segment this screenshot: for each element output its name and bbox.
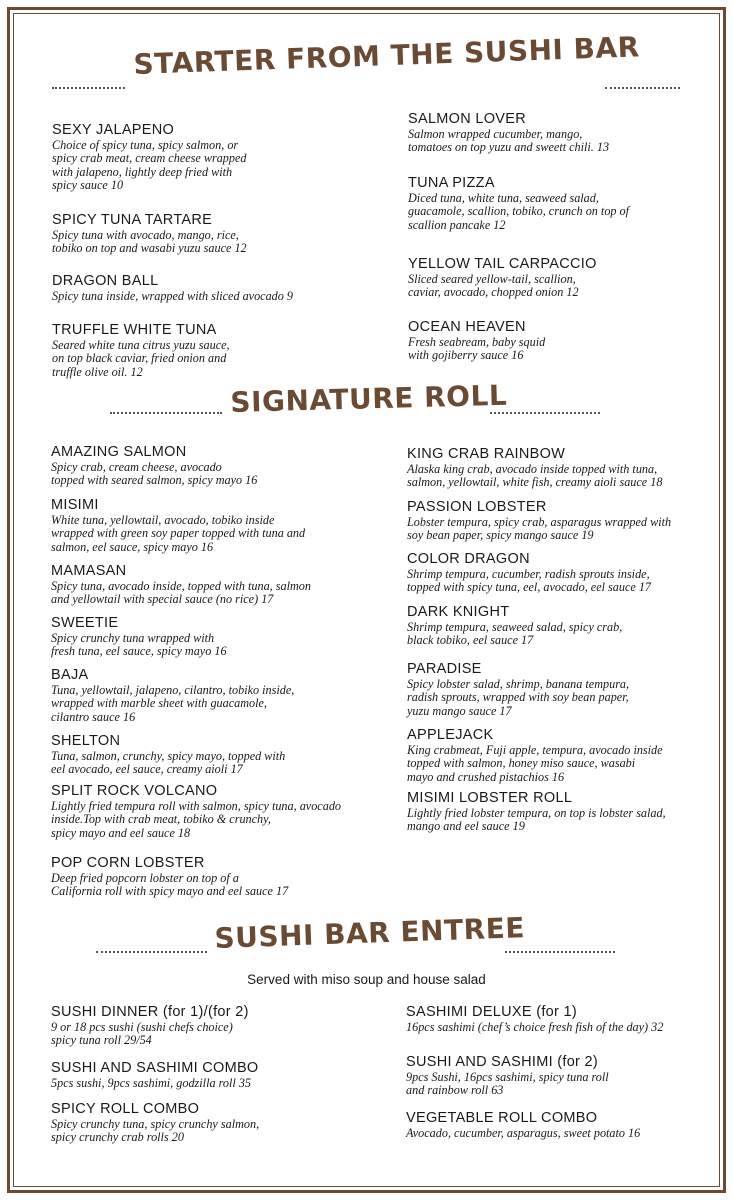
menu-item (407, 727, 712, 784)
item-name: SALMON LOVER (408, 111, 527, 127)
menu-item (52, 322, 382, 379)
item-name: MISIMI LOBSTER ROLL (407, 790, 573, 806)
item-name: VEGETABLE ROLL COMBO (406, 1110, 598, 1126)
menu-item (51, 1101, 391, 1145)
menu-item (407, 446, 712, 490)
item-description: King crabmeat, Fuji apple, tempura, avocado inside topped with salmon, honey miso sauce, wasabi mayo and crushed pistachios 16 (407, 743, 663, 784)
item-name: SHELTON (51, 733, 121, 749)
menu-item (51, 563, 391, 607)
menu-item (408, 319, 708, 363)
divider-dots (605, 87, 680, 89)
item-name: MISIMI (51, 497, 99, 513)
item-description: Spicy tuna, avocado inside, topped with tuna, salmon and yellowtail with special sauce (no rice) 17 (51, 579, 311, 607)
item-description: Tuna, yellowtail, jalapeno, cilantro, tobiko inside, wrapped with marble sheet with guacamole, cilantro sauce 16 (51, 683, 295, 724)
menu-item (406, 1054, 714, 1098)
item-description: Lightly fried tempura roll with salmon, spicy tuna, avocado inside.Top with crab meat, tobiko & crunchy, spicy mayo and eel sauce 18 (51, 799, 342, 840)
menu-item (407, 790, 712, 834)
item-name: SWEETIE (51, 615, 119, 631)
item-description: Diced tuna, white tuna, seaweed salad, guacamole, scallion, tobiko, crunch on top of scallion pancake 12 (408, 191, 630, 232)
divider-dots (110, 412, 222, 414)
item-name: SUSHI DINNER (for 1)/(for 2) (51, 1004, 249, 1020)
menu-item (406, 1110, 714, 1140)
menu-item (52, 273, 382, 303)
item-description: 9pcs Sushi, 16pcs sashimi, spicy tuna roll and rainbow roll 63 (406, 1070, 609, 1098)
menu-item (407, 499, 712, 543)
item-name: SPICY TUNA TARTARE (52, 212, 213, 228)
item-description: 16pcs sashimi (chef’s choice fresh fish of the day) 32 (406, 1020, 664, 1034)
item-name: OCEAN HEAVEN (408, 319, 526, 335)
menu-item (51, 733, 391, 777)
divider-dots (96, 951, 207, 953)
divider-dots (490, 412, 600, 414)
item-name: COLOR DRAGON (407, 551, 530, 567)
menu-item (408, 111, 708, 155)
item-name: SEXY JALAPENO (52, 122, 175, 138)
item-name: DARK KNIGHT (407, 604, 510, 620)
item-name: TUNA PIZZA (408, 175, 495, 191)
item-description: Avocado, cucumber, asparagus, sweet potato 16 (406, 1126, 641, 1140)
item-name: BAJA (51, 667, 89, 683)
item-description: Spicy crab, cream cheese, avocado topped with seared salmon, spicy mayo 16 (51, 460, 258, 488)
section-title-signature: SIGNATURE ROLL (230, 378, 508, 419)
section-title-starter: STARTER FROM THE SUSHI BAR (133, 30, 641, 81)
item-name: AMAZING SALMON (51, 444, 187, 460)
item-description: Shrimp tempura, cucumber, radish sprouts inside, topped with spicy tuna, eel, avocado, eel sauce 17 (407, 567, 652, 595)
item-description: Deep fried popcorn lobster on top of a California roll with spicy mayo and eel sauce 17 (51, 871, 289, 899)
item-description: Spicy tuna inside, wrapped with sliced avocado 9 (52, 289, 294, 303)
item-description: Fresh seabream, baby squid with gojiberry sauce 16 (408, 335, 546, 363)
menu-item (51, 855, 391, 899)
item-name: YELLOW TAIL CARPACCIO (408, 256, 597, 272)
item-name: POP CORN LOBSTER (51, 855, 205, 871)
item-description: Spicy crunchy tuna wrapped with fresh tuna, eel sauce, spicy mayo 16 (51, 631, 227, 659)
item-name: SUSHI AND SASHIMI COMBO (51, 1060, 259, 1076)
item-name: SPLIT ROCK VOLCANO (51, 783, 218, 799)
item-name: SUSHI AND SASHIMI (for 2) (406, 1054, 599, 1070)
item-description: Lightly fried lobster tempura, on top is lobster salad, mango and eel sauce 19 (407, 806, 666, 834)
menu-item (407, 551, 712, 595)
item-name: SASHIMI DELUXE (for 1) (406, 1004, 577, 1020)
menu-item (51, 615, 391, 659)
menu-item (51, 1060, 391, 1090)
item-name: PARADISE (407, 661, 482, 677)
menu-item (51, 444, 391, 488)
menu-item (51, 497, 391, 554)
section-note: Served with miso soup and house salad (247, 972, 486, 987)
menu-item (407, 661, 712, 718)
item-name: TRUFFLE WHITE TUNA (52, 322, 217, 338)
item-description: Tuna, salmon, crunchy, spicy mayo, topped with eel avocado, eel sauce, creamy aioli 17 (51, 749, 286, 777)
menu-item (408, 256, 708, 300)
item-name: PASSION LOBSTER (407, 499, 547, 515)
menu-item (408, 175, 708, 232)
item-description: Salmon wrapped cucumber, mango, tomatoes on top yuzu and sweett chili. 13 (408, 127, 610, 155)
item-name: SPICY ROLL COMBO (51, 1101, 200, 1117)
item-description: Seared white tuna citrus yuzu sauce, on top black caviar, fried onion and truffle olive oil. 12 (52, 338, 230, 379)
divider-dots (52, 87, 125, 89)
item-description: Spicy crunchy tuna, spicy crunchy salmon, spicy crunchy crab rolls 20 (51, 1117, 260, 1145)
section-title-entree: SUSHI BAR ENTREE (214, 911, 526, 955)
item-description: Sliced seared yellow-tail, scallion, caviar, avocado, chopped onion 12 (408, 272, 579, 300)
item-name: MAMASAN (51, 563, 127, 579)
item-description: Spicy lobster salad, shrimp, banana tempura, radish sprouts, wrapped with soy bean paper, yuzu mango sauce 17 (407, 677, 630, 718)
menu-item (51, 667, 391, 724)
menu-item (52, 122, 382, 193)
item-description: Choice of spicy tuna, spicy salmon, or spicy crab meat, cream cheese wrapped with jalapeno, lightly deep fried with spicy sauce 10 (52, 138, 247, 193)
menu-item (52, 212, 382, 256)
item-name: KING CRAB RAINBOW (407, 446, 566, 462)
item-name: APPLEJACK (407, 727, 494, 743)
item-description: 5pcs sushi, 9pcs sashimi, godzilla roll 35 (51, 1076, 251, 1090)
menu-item (51, 1004, 391, 1048)
item-description: 9 or 18 pcs sushi (sushi chefs choice) spicy tuna roll 29/54 (51, 1020, 233, 1048)
item-description: White tuna, yellowtail, avocado, tobiko inside wrapped with green soy paper topped with tuna and salmon, eel sauce, spicy mayo 16 (51, 513, 306, 554)
menu-item (406, 1004, 714, 1034)
item-name: DRAGON BALL (52, 273, 159, 289)
menu-item (407, 604, 712, 648)
item-description: Alaska king crab, avocado inside topped with tuna, salmon, yellowtail, white fish, creamy aioli sauce 18 (407, 462, 663, 490)
item-description: Lobster tempura, spicy crab, asparagus wrapped with soy bean paper, spicy mango sauce 19 (407, 515, 672, 543)
item-description: Spicy tuna with avocado, mango, rice, tobiko on top and wasabi yuzu sauce 12 (52, 228, 247, 256)
item-description: Shrimp tempura, seaweed salad, spicy crab, black tobiko, eel sauce 17 (407, 620, 623, 648)
menu-item (51, 783, 396, 840)
divider-dots (505, 951, 615, 953)
